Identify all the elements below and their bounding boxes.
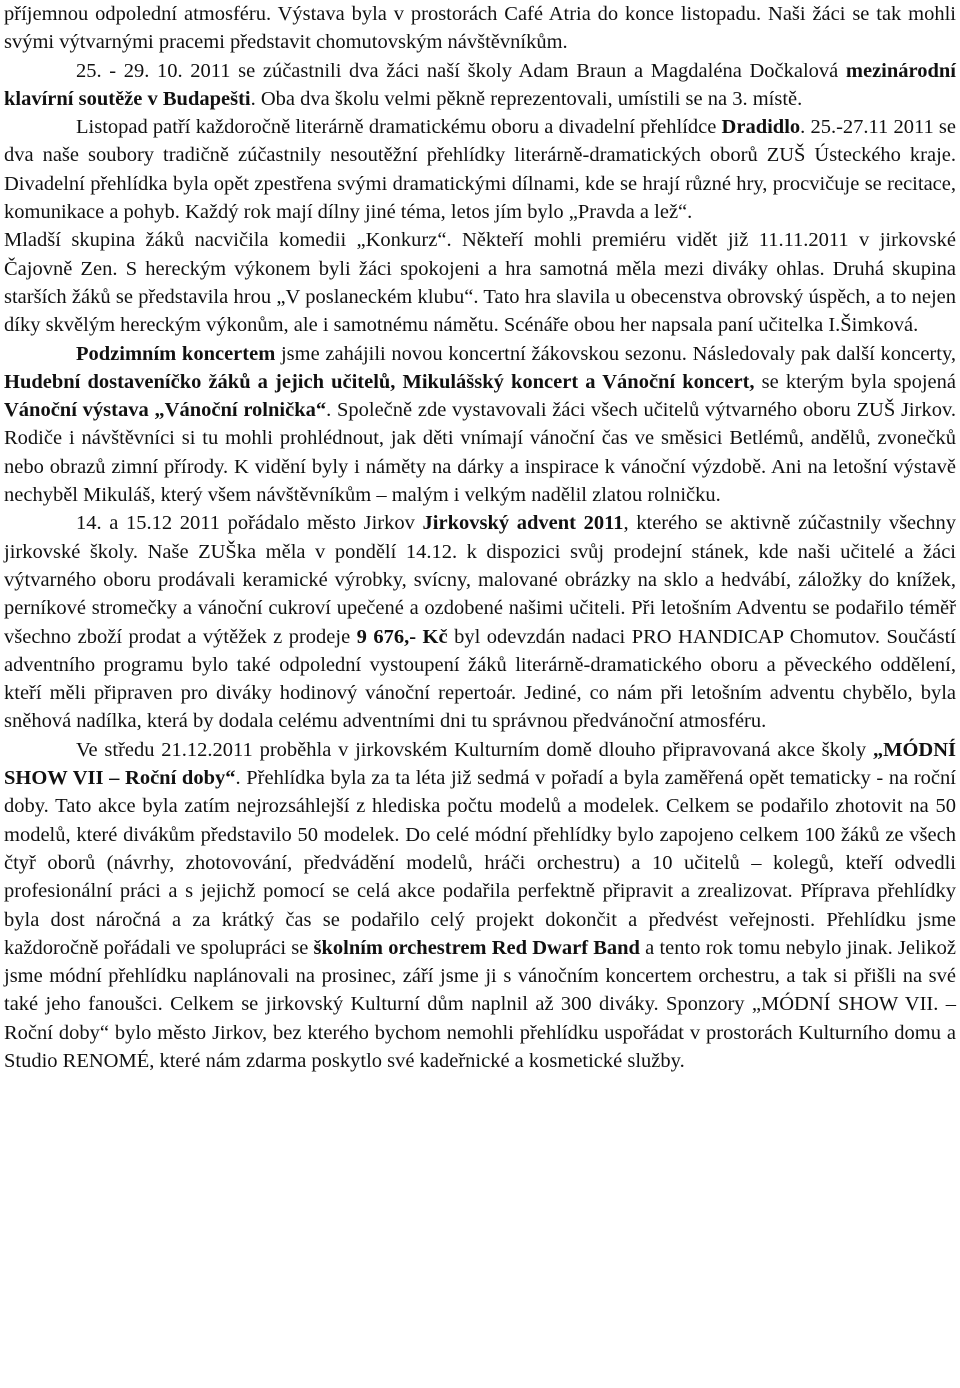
text: . 25.-27.11 2011 se dva naše soubory tradičně zúčastnily nesoutěžní přehlídky literárně-dramatických oborů ZUŠ Ústeckého kraje. Divadelní přehlídka byla opět zpestřena svými dramatickými dílnami, kde se hrají různé hry, procvičuje se recitace, komunikace a pohyb. Každý rok mají dílny jiné téma, letos jím bylo „Pravda a lež“. (4, 116, 956, 224)
bold-text: „MÓDNÍ SHOW VII – Roční doby“ (4, 738, 956, 790)
bold-text: mezinárodní klavírní soutěže v Budapešti (4, 59, 956, 110)
para-konkurz (4, 226, 956, 339)
bold-text: 9 676,- Kč (356, 625, 448, 648)
text: Mladší skupina žáků nacvičila komedii „Konkurz“. Někteří mohli premiéru vidět již 11.11.2011 v jirkovské Čajovně Zen. S hereckým výkonem byli žáci spokojeni a hra samotná měla mezi diváky ohlas. Druhá skupina starších žáků se představila hrou „V poslaneckém klubu“. Tato hra slavila u obecenstva obrovský úspěch, a to nejen díky skvělým hereckým výkonům, ale i samotnému námětu. Scénáře obou her napsala paní učitelka I.Šimková. (4, 229, 956, 337)
bold-text: Vánoční výstava „Vánoční rolnička“ (4, 399, 327, 422)
para-budapest (4, 57, 956, 114)
para-jirkovsky-advent (4, 509, 956, 735)
bold-text: školním orchestrem Red Dwarf Band (313, 936, 640, 959)
text: Listopad patří každoročně literárně dramatickému oboru a divadelní přehlídce (76, 116, 722, 139)
bold-text: Dradidlo (721, 116, 801, 139)
text: Ve středu 21.12.2011 proběhla v jirkovském Kulturním domě dlouho připravovaná akce školy (76, 738, 873, 761)
para-modni-show (4, 736, 956, 1076)
bold-text: Hudební dostaveníčko žáků a jejich učitelů, Mikulášský koncert a Vánoční koncert, (4, 370, 755, 393)
text: příjemnou odpolední atmosféru. Výstava byla v prostorách Café Atria do konce listopadu. Naši žáci se tak mohli svými výtvarnými pracemi představit chomutovským návštěvníkům. (4, 3, 956, 54)
text: . Přehlídka byla za ta léta již sedmá v pořadí a byla zaměřená opět tematicky - na roční doby. Tato akce byla zatím nejrozsáhlejší z hlediska počtu modelů a modelek. Celkem se podařilo zhotovit na 50 modelů, které divákům představilo 50 modelek. Do celé módní přehlídky bylo zapojeno celkem 100 žáků ze všech čtyř oborů (návrhy, zhotovování, předvádění modelů, hráči orchestru) a 10 učitelů – kolegů, kteří odvedli profesionální práci a s jejichž pomocí se celá akce podařila perfektně připravit a zrealizovat. Příprava přehlídky byla dost náročná a za krátký čas se podařilo celý projekt dokončit a předvést veřejnosti. Přehlídku jsme každoročně pořádali ve spolupráci se (4, 767, 956, 959)
para-podzimni-koncert (4, 340, 956, 510)
bold-text: Podzimním koncertem (76, 342, 276, 365)
text: byl odevzdán nadaci PRO HANDICAP Chomutov. Součástí adventního programu bylo také odpolední vystoupení žáků literárně-dramatického oboru a pěveckého oddělení, kteří měli připraven pro diváky hodinový vánoční repertoár. Jediné, co nám při letošním adventu chybělo, byla sněhová nadílka, která by dodala celému adventními dni tu správnou předvánoční atmosféru. (4, 625, 956, 733)
text: . Oba dva školu velmi pěkně reprezentovali, umístili se na 3. místě. (250, 87, 803, 110)
document-page (4, 0, 956, 1075)
para-cafe-atria (4, 0, 956, 57)
para-dradidlo (4, 113, 956, 226)
text: , kterého se aktivně zúčastnily všechny jirkovské školy. Naše ZUŠka měla v pondělí 14.12. k dispozici svůj prodejní stánek, kde naši učitelé a žáci výtvarného oboru prodávali keramické výrobky, svícny, malované obrázky na sklo a hedvábí, záložky do knížek, perníkové stromečky a vánoční cukroví upečené a ozdobené našimi učiteli. Při letošním Adventu se podařilo téměř všechno zboží prodat a výtěžek z prodeje (4, 512, 957, 648)
text: 25. - 29. 10. 2011 se zúčastnili dva žáci naší školy Adam Braun a Magdaléna Dočkalová (76, 59, 846, 82)
text: 14. a 15.12 2011 pořádalo město Jirkov (76, 512, 423, 535)
text: . Společně zde vystavovali žáci všech učitelů výtvarného oboru ZUŠ Jirkov. Rodiče i návštěvníci si tu mohli prohlédnout, jak děti vnímají vánoční čas ve směsici Betlémů, andělů, zvonečků nebo obrazů zimní přírody. K vidění byly i náměty na dárky a inspirace k vánoční výzdobě. Ani na letošní výstavě nechyběl Mikuláš, který všem návštěvníkům – malým i velkým nadělil zlatou rolničku. (4, 399, 956, 507)
bold-text: Jirkovský advent 2011 (422, 512, 624, 535)
text: a tento rok tomu nebylo jinak. Jelikož jsme módní přehlídku naplánovali na prosinec, září jsme ji s vánočním koncertem orchestru, a tak si přišli na své také jeho fanoušci. Celkem se jirkovský Kulturní dům naplnil až 300 diváky. Sponzory „MÓDNÍ SHOW VII. – Roční doby“ bylo město Jirkov, bez kterého bychom nemohli přehlídku uspořádat v prostorách Kulturního domu a Studio RENOMÉ, které nám zdarma poskytlo své kadeřnické a kosmetické služby. (4, 936, 956, 1072)
text: jsme zahájili novou koncertní žákovskou sezonu. Následovaly pak další koncerty, (275, 342, 956, 365)
text: se kterým byla spojená (754, 370, 957, 393)
